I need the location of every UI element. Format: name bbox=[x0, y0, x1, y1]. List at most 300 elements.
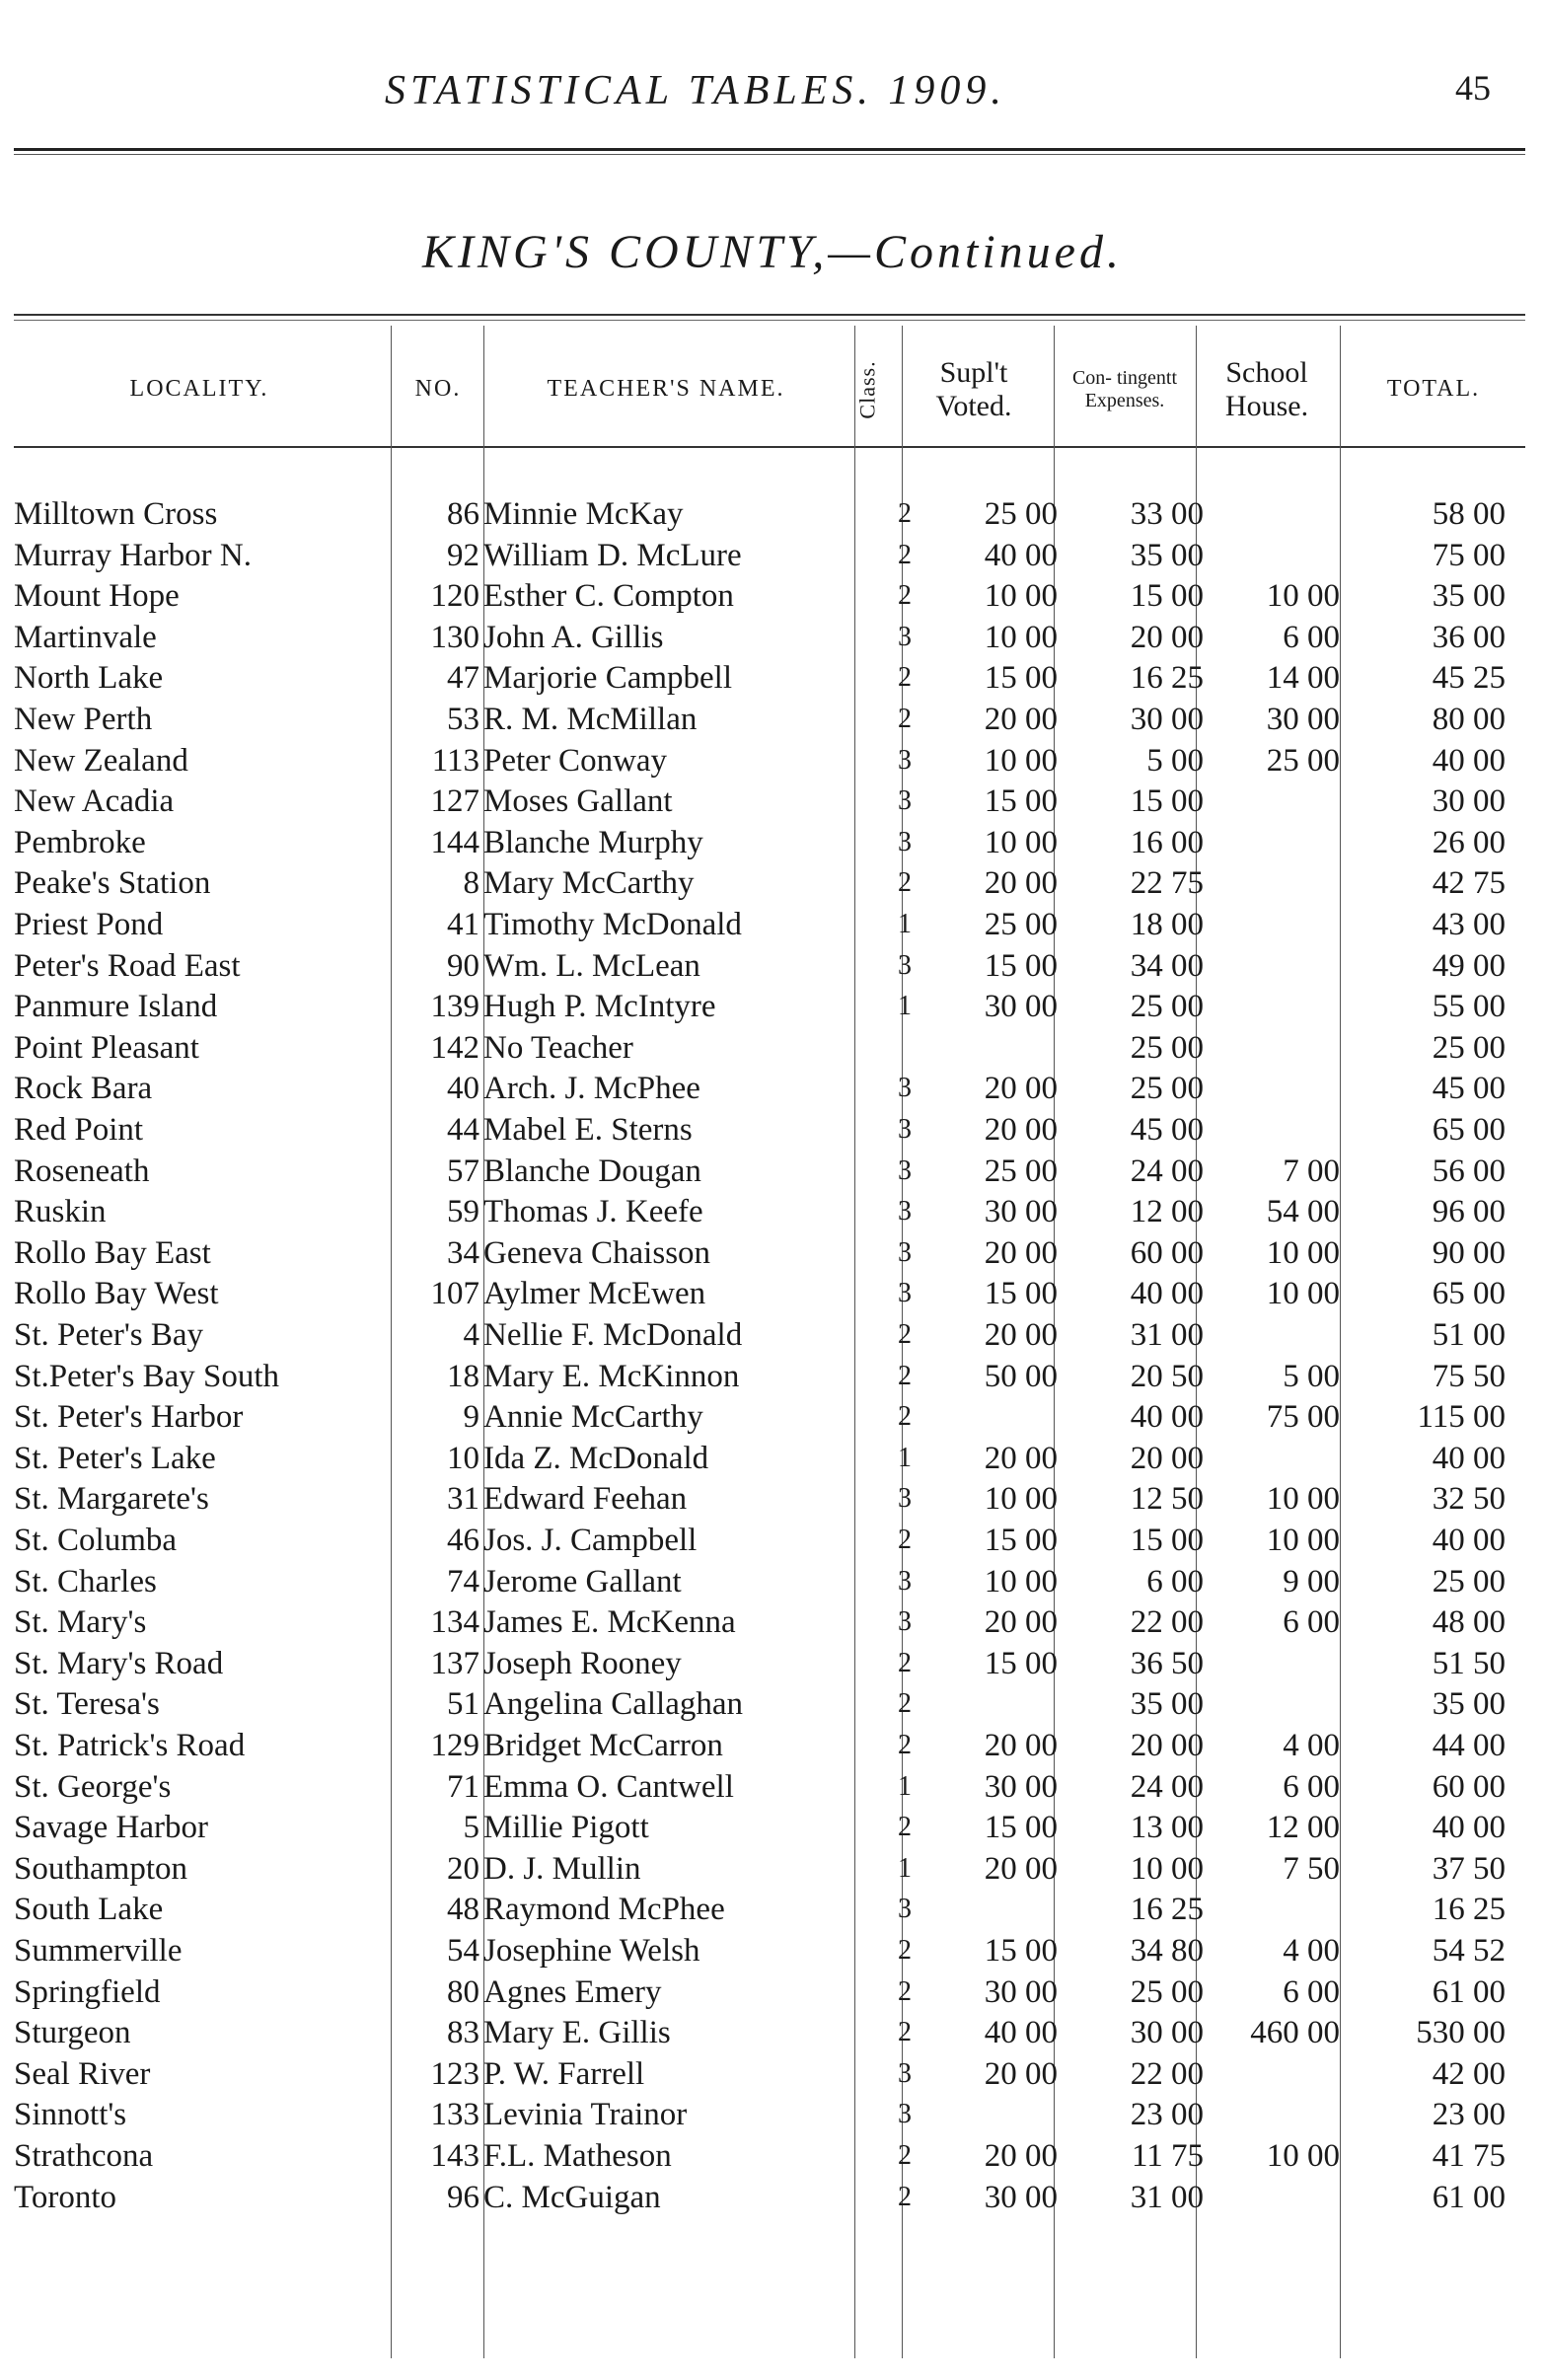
table-row bbox=[0, 1561, 1545, 1602]
supplement-voted-cell: 10 00 bbox=[984, 1563, 1058, 1599]
contingent-expenses-cell: 18 00 bbox=[1130, 907, 1204, 942]
contingent-expenses-cell: 25 00 bbox=[1130, 1071, 1204, 1107]
teacher-name-cell: Wm. L. McLean bbox=[483, 947, 700, 984]
school-number-cell: 107 bbox=[430, 1276, 479, 1312]
contingent-expenses-cell: 10 00 bbox=[1130, 1850, 1204, 1887]
header-rule-top-thin bbox=[14, 320, 1525, 321]
table-row bbox=[0, 1930, 1545, 1971]
total-cell: 37 50 bbox=[1432, 1850, 1506, 1887]
total-cell: 32 50 bbox=[1432, 1481, 1506, 1518]
supplement-voted-cell: 30 00 bbox=[984, 989, 1058, 1025]
class-cell: 2 bbox=[898, 1688, 912, 1720]
teacher-name-cell: Marjorie Campbell bbox=[483, 660, 733, 697]
contingent-expenses-cell: 20 00 bbox=[1130, 1440, 1204, 1476]
school-number-cell: 31 bbox=[447, 1481, 479, 1518]
contingent-expenses-cell: 22 00 bbox=[1130, 2055, 1204, 2092]
class-cell: 2 bbox=[898, 1935, 912, 1966]
school-number-cell: 113 bbox=[431, 742, 479, 779]
total-cell: 60 00 bbox=[1432, 1768, 1506, 1805]
teacher-name-cell: William D. McLure bbox=[483, 537, 742, 573]
locality-cell: Priest Pond bbox=[14, 907, 164, 942]
school-number-cell: 74 bbox=[447, 1563, 479, 1599]
table-row bbox=[0, 781, 1545, 822]
contingent-expenses-cell: 22 75 bbox=[1130, 865, 1204, 902]
school-house-cell: 7 50 bbox=[1283, 1850, 1340, 1887]
table-row bbox=[0, 1478, 1545, 1520]
class-cell: 3 bbox=[898, 1894, 912, 1925]
class-cell: 3 bbox=[898, 1606, 912, 1638]
total-cell: 55 00 bbox=[1432, 989, 1506, 1025]
supplement-voted-cell: 15 00 bbox=[984, 1645, 1058, 1681]
teacher-name-cell: Mabel E. Sterns bbox=[483, 1112, 693, 1148]
class-cell: 3 bbox=[898, 1154, 912, 1186]
teacher-name-cell: Mary McCarthy bbox=[483, 865, 695, 902]
table-row bbox=[0, 1807, 1545, 1848]
class-cell: 3 bbox=[898, 744, 912, 776]
teacher-name-cell: Edward Feehan bbox=[483, 1481, 688, 1518]
teacher-name-cell: R. M. McMillan bbox=[483, 702, 698, 737]
teacher-name-cell: Mary E. Gillis bbox=[483, 2015, 671, 2051]
table-row bbox=[0, 1766, 1545, 1808]
school-number-cell: 142 bbox=[430, 1029, 479, 1066]
table-row bbox=[0, 1643, 1545, 1684]
locality-cell: St.Peter's Bay South bbox=[14, 1358, 280, 1394]
school-house-cell: 6 00 bbox=[1283, 1604, 1340, 1641]
locality-cell: Point Pleasant bbox=[14, 1029, 199, 1066]
locality-cell: Savage Harbor bbox=[14, 1810, 209, 1846]
teacher-name-cell: P. W. Farrell bbox=[483, 2055, 645, 2092]
teacher-name-cell: Blanche Dougan bbox=[483, 1153, 701, 1189]
table-row bbox=[0, 1396, 1545, 1438]
teacher-name-cell: Arch. J. McPhee bbox=[483, 1071, 700, 1107]
school-house-cell: 25 00 bbox=[1266, 742, 1340, 779]
total-cell: 51 00 bbox=[1432, 1317, 1506, 1353]
school-number-cell: 59 bbox=[447, 1194, 479, 1230]
table-row bbox=[0, 1971, 1545, 2013]
locality-cell: New Zealand bbox=[14, 742, 188, 779]
school-number-cell: 96 bbox=[447, 2179, 479, 2215]
supplement-voted-cell: 15 00 bbox=[984, 1523, 1058, 1558]
table-row bbox=[0, 617, 1545, 658]
contingent-expenses-cell: 20 00 bbox=[1130, 1728, 1204, 1763]
table-row bbox=[0, 904, 1545, 945]
contingent-expenses-cell: 31 00 bbox=[1130, 1317, 1204, 1353]
locality-cell: Ruskin bbox=[14, 1194, 107, 1230]
school-number-cell: 10 bbox=[447, 1440, 479, 1476]
total-cell: 65 00 bbox=[1432, 1112, 1506, 1148]
locality-cell: St. Mary's Road bbox=[14, 1645, 224, 1681]
school-house-cell: 75 00 bbox=[1266, 1399, 1340, 1436]
supplement-voted-cell: 40 00 bbox=[984, 537, 1058, 573]
contingent-expenses-cell: 60 00 bbox=[1130, 1234, 1204, 1271]
school-number-cell: 86 bbox=[447, 496, 479, 532]
header-school-house: School House. bbox=[1224, 355, 1309, 422]
supplement-voted-cell: 15 00 bbox=[984, 1933, 1058, 1969]
school-number-cell: 83 bbox=[447, 2015, 479, 2051]
running-head bbox=[0, 67, 1545, 126]
header-no: NO. bbox=[414, 376, 462, 403]
school-number-cell: 130 bbox=[430, 619, 479, 655]
locality-cell: St. Charles bbox=[14, 1563, 157, 1599]
locality-cell: Peter's Road East bbox=[14, 947, 241, 984]
supplement-voted-cell: 30 00 bbox=[984, 1194, 1058, 1230]
school-number-cell: 41 bbox=[447, 907, 479, 942]
class-cell: 2 bbox=[898, 2140, 912, 2171]
school-number-cell: 143 bbox=[430, 2138, 479, 2174]
table-row bbox=[0, 575, 1545, 617]
school-number-cell: 92 bbox=[447, 537, 479, 573]
table-row bbox=[0, 1191, 1545, 1232]
school-house-cell: 12 00 bbox=[1266, 1810, 1340, 1846]
school-house-cell: 10 00 bbox=[1266, 2138, 1340, 2174]
class-cell: 3 bbox=[898, 1196, 912, 1227]
total-cell: 75 00 bbox=[1432, 537, 1506, 573]
teacher-name-cell: Thomas J. Keefe bbox=[483, 1194, 703, 1230]
class-cell: 3 bbox=[898, 2057, 912, 2089]
locality-cell: Murray Harbor N. bbox=[14, 537, 253, 573]
school-number-cell: 9 bbox=[463, 1399, 479, 1436]
supplement-voted-cell: 20 00 bbox=[984, 702, 1058, 737]
teacher-name-cell: Bridget McCarron bbox=[483, 1728, 723, 1763]
total-cell: 35 00 bbox=[1432, 578, 1506, 615]
class-cell: 1 bbox=[898, 1770, 912, 1802]
locality-cell: St. Patrick's Road bbox=[14, 1728, 246, 1763]
teacher-name-cell: Peter Conway bbox=[483, 742, 668, 779]
school-number-cell: 71 bbox=[447, 1768, 479, 1805]
locality-cell: Red Point bbox=[14, 1112, 144, 1148]
school-number-cell: 144 bbox=[430, 824, 479, 860]
total-cell: 41 75 bbox=[1432, 2138, 1506, 2174]
total-cell: 96 00 bbox=[1432, 1194, 1506, 1230]
school-number-cell: 47 bbox=[447, 660, 479, 697]
table-row bbox=[0, 2135, 1545, 2177]
top-rule-thin bbox=[14, 154, 1525, 155]
school-house-cell: 9 00 bbox=[1283, 1563, 1340, 1599]
class-cell: 3 bbox=[898, 949, 912, 981]
school-house-cell: 4 00 bbox=[1283, 1728, 1340, 1763]
locality-cell: New Perth bbox=[14, 702, 153, 737]
supplement-voted-cell: 10 00 bbox=[984, 578, 1058, 615]
teacher-name-cell: Nellie F. McDonald bbox=[483, 1317, 743, 1353]
school-number-cell: 80 bbox=[447, 1973, 479, 2010]
table-row bbox=[0, 1068, 1545, 1109]
supplement-voted-cell: 25 00 bbox=[984, 1153, 1058, 1189]
table-row bbox=[0, 1683, 1545, 1725]
class-cell: 2 bbox=[898, 1647, 912, 1678]
total-cell: 35 00 bbox=[1432, 1686, 1506, 1723]
total-cell: 51 50 bbox=[1432, 1645, 1506, 1681]
locality-cell: Toronto bbox=[14, 2179, 117, 2215]
class-cell: 3 bbox=[898, 1565, 912, 1597]
teacher-name-cell: James E. McKenna bbox=[483, 1604, 736, 1641]
school-house-cell: 7 00 bbox=[1283, 1153, 1340, 1189]
class-cell: 3 bbox=[898, 785, 912, 817]
header-locality: LOCALITY. bbox=[129, 376, 269, 403]
class-cell: 1 bbox=[898, 909, 912, 939]
total-cell: 25 00 bbox=[1432, 1563, 1506, 1599]
locality-cell: St. Peter's Lake bbox=[14, 1440, 216, 1476]
class-cell: 2 bbox=[898, 2017, 912, 2048]
class-cell: 2 bbox=[898, 1360, 912, 1391]
table-row bbox=[0, 657, 1545, 699]
table-row bbox=[0, 1356, 1545, 1397]
contingent-expenses-cell: 35 00 bbox=[1130, 537, 1204, 573]
total-cell: 40 00 bbox=[1432, 1810, 1506, 1846]
school-number-cell: 48 bbox=[447, 1892, 479, 1928]
locality-cell: Rock Bara bbox=[14, 1071, 153, 1107]
header-supplement-voted: Supl't Voted. bbox=[935, 355, 1012, 422]
supplement-voted-cell: 15 00 bbox=[984, 1810, 1058, 1846]
locality-cell: Peake's Station bbox=[14, 865, 211, 902]
school-house-cell: 4 00 bbox=[1283, 1933, 1340, 1969]
teacher-name-cell: Jos. J. Campbell bbox=[483, 1523, 698, 1558]
table-row bbox=[0, 2094, 1545, 2135]
total-cell: 65 00 bbox=[1432, 1276, 1506, 1312]
locality-cell: St. Peter's Harbor bbox=[14, 1399, 244, 1436]
header-rule-bottom bbox=[14, 446, 1525, 448]
total-cell: 58 00 bbox=[1432, 496, 1506, 532]
supplement-voted-cell: 25 00 bbox=[984, 907, 1058, 942]
total-cell: 530 00 bbox=[1416, 2015, 1506, 2051]
class-cell: 2 bbox=[898, 498, 912, 529]
supplement-voted-cell: 20 00 bbox=[984, 1234, 1058, 1271]
header-teacher-name: TEACHER'S NAME. bbox=[547, 376, 785, 403]
school-house-cell: 460 00 bbox=[1250, 2015, 1340, 2051]
contingent-expenses-cell: 36 50 bbox=[1130, 1645, 1204, 1681]
supplement-voted-cell: 20 00 bbox=[984, 2055, 1058, 2092]
teacher-name-cell: Ida Z. McDonald bbox=[483, 1440, 709, 1476]
total-cell: 25 00 bbox=[1432, 1029, 1506, 1066]
table-row bbox=[0, 822, 1545, 863]
supplement-voted-cell: 15 00 bbox=[984, 783, 1058, 820]
school-house-cell: 6 00 bbox=[1283, 619, 1340, 655]
teacher-name-cell: Raymond McPhee bbox=[483, 1892, 725, 1928]
total-cell: 30 00 bbox=[1432, 783, 1506, 820]
locality-cell: Rollo Bay West bbox=[14, 1276, 219, 1312]
locality-cell: St. George's bbox=[14, 1768, 172, 1805]
contingent-expenses-cell: 20 50 bbox=[1130, 1358, 1204, 1394]
header-total: TOTAL. bbox=[1386, 376, 1481, 403]
total-cell: 44 00 bbox=[1432, 1728, 1506, 1763]
locality-cell: Milltown Cross bbox=[14, 496, 218, 532]
contingent-expenses-cell: 16 00 bbox=[1130, 824, 1204, 860]
contingent-expenses-cell: 40 00 bbox=[1130, 1276, 1204, 1312]
class-cell: 2 bbox=[898, 2181, 912, 2212]
section-title: KING'S COUNTY,—Continued. bbox=[422, 226, 1123, 278]
teacher-name-cell: John A. Gillis bbox=[483, 619, 664, 655]
total-cell: 54 52 bbox=[1432, 1933, 1506, 1969]
supplement-voted-cell: 20 00 bbox=[984, 1604, 1058, 1641]
contingent-expenses-cell: 25 00 bbox=[1130, 1029, 1204, 1066]
total-cell: 42 00 bbox=[1432, 2055, 1506, 2092]
class-cell: 2 bbox=[898, 1319, 912, 1350]
supplement-voted-cell: 50 00 bbox=[984, 1358, 1058, 1394]
total-cell: 61 00 bbox=[1432, 1973, 1506, 2010]
contingent-expenses-cell: 16 25 bbox=[1130, 660, 1204, 697]
contingent-expenses-cell: 15 00 bbox=[1130, 1523, 1204, 1558]
school-number-cell: 40 bbox=[447, 1071, 479, 1107]
teacher-name-cell: Minnie McKay bbox=[483, 496, 684, 532]
teacher-name-cell: Annie McCarthy bbox=[483, 1399, 703, 1436]
total-cell: 115 00 bbox=[1417, 1399, 1506, 1436]
locality-cell: Pembroke bbox=[14, 824, 146, 860]
teacher-name-cell: Millie Pigott bbox=[483, 1810, 649, 1846]
teacher-name-cell: Moses Gallant bbox=[483, 783, 673, 820]
class-cell: 3 bbox=[898, 2099, 912, 2130]
class-cell: 1 bbox=[898, 991, 912, 1022]
supplement-voted-cell: 20 00 bbox=[984, 1317, 1058, 1353]
class-cell: 2 bbox=[898, 539, 912, 570]
contingent-expenses-cell: 15 00 bbox=[1130, 783, 1204, 820]
school-house-cell: 54 00 bbox=[1266, 1194, 1340, 1230]
table-row bbox=[0, 986, 1545, 1027]
class-cell: 2 bbox=[898, 580, 912, 612]
locality-cell: Summerville bbox=[14, 1933, 183, 1969]
teacher-name-cell: Joseph Rooney bbox=[483, 1645, 682, 1681]
table-row bbox=[0, 1273, 1545, 1314]
class-cell: 2 bbox=[898, 1525, 912, 1555]
contingent-expenses-cell: 12 00 bbox=[1130, 1194, 1204, 1230]
school-number-cell: 51 bbox=[447, 1686, 479, 1723]
contingent-expenses-cell: 33 00 bbox=[1130, 496, 1204, 532]
total-cell: 61 00 bbox=[1432, 2179, 1506, 2215]
contingent-expenses-cell: 15 00 bbox=[1130, 578, 1204, 615]
class-cell: 1 bbox=[898, 1852, 912, 1884]
teacher-name-cell: Blanche Murphy bbox=[483, 824, 703, 860]
supplement-voted-cell: 20 00 bbox=[984, 1728, 1058, 1763]
teacher-name-cell: Angelina Callaghan bbox=[483, 1686, 744, 1723]
teacher-name-cell: No Teacher bbox=[483, 1029, 633, 1066]
contingent-expenses-cell: 25 00 bbox=[1130, 1973, 1204, 2010]
teacher-name-cell: D. J. Mullin bbox=[483, 1850, 641, 1887]
school-house-cell: 10 00 bbox=[1266, 1276, 1340, 1312]
class-cell: 3 bbox=[898, 1236, 912, 1268]
contingent-expenses-cell: 24 00 bbox=[1130, 1153, 1204, 1189]
supplement-voted-cell: 40 00 bbox=[984, 2015, 1058, 2051]
locality-cell: Rollo Bay East bbox=[14, 1234, 211, 1271]
locality-cell: Panmure Island bbox=[14, 989, 218, 1025]
class-cell: 2 bbox=[898, 662, 912, 694]
supplement-voted-cell: 15 00 bbox=[984, 947, 1058, 984]
total-cell: 48 00 bbox=[1432, 1604, 1506, 1641]
table-row bbox=[0, 862, 1545, 904]
class-cell: 3 bbox=[898, 1073, 912, 1104]
teacher-name-cell: Mary E. McKinnon bbox=[483, 1358, 740, 1394]
teacher-name-cell: Aylmer McEwen bbox=[483, 1276, 706, 1312]
teacher-name-cell: Timothy McDonald bbox=[483, 907, 742, 942]
contingent-expenses-cell: 5 00 bbox=[1146, 742, 1204, 779]
total-cell: 36 00 bbox=[1432, 619, 1506, 655]
total-cell: 16 25 bbox=[1432, 1892, 1506, 1928]
total-cell: 40 00 bbox=[1432, 1440, 1506, 1476]
teacher-name-cell: Josephine Welsh bbox=[483, 1933, 700, 1969]
contingent-expenses-cell: 40 00 bbox=[1130, 1399, 1204, 1436]
contingent-expenses-cell: 13 00 bbox=[1130, 1810, 1204, 1846]
locality-cell: Sturgeon bbox=[14, 2015, 131, 2051]
school-number-cell: 133 bbox=[430, 2097, 479, 2133]
school-house-cell: 10 00 bbox=[1266, 1481, 1340, 1518]
locality-cell: Springfield bbox=[14, 1973, 161, 2010]
teacher-name-cell: Geneva Chaisson bbox=[483, 1234, 711, 1271]
top-rule bbox=[14, 148, 1525, 151]
supplement-voted-cell: 20 00 bbox=[984, 1071, 1058, 1107]
total-cell: 49 00 bbox=[1432, 947, 1506, 984]
school-number-cell: 137 bbox=[430, 1645, 479, 1681]
contingent-expenses-cell: 35 00 bbox=[1130, 1686, 1204, 1723]
locality-cell: South Lake bbox=[14, 1892, 164, 1928]
locality-cell: St. Columba bbox=[14, 1523, 178, 1558]
supplement-voted-cell: 20 00 bbox=[984, 2138, 1058, 2174]
total-cell: 45 00 bbox=[1432, 1071, 1506, 1107]
total-cell: 90 00 bbox=[1432, 1234, 1506, 1271]
supplement-voted-cell: 30 00 bbox=[984, 1973, 1058, 2010]
contingent-expenses-cell: 16 25 bbox=[1130, 1892, 1204, 1928]
school-house-cell: 14 00 bbox=[1266, 660, 1340, 697]
school-number-cell: 123 bbox=[430, 2055, 479, 2092]
table-row bbox=[0, 1725, 1545, 1766]
class-cell: 3 bbox=[898, 621, 912, 652]
header-contingent-expenses: Con- tingentt Expenses. bbox=[1071, 367, 1178, 411]
locality-cell: Strathcona bbox=[14, 2138, 154, 2174]
locality-cell: North Lake bbox=[14, 660, 164, 697]
school-number-cell: 34 bbox=[447, 1234, 479, 1271]
total-cell: 45 25 bbox=[1432, 660, 1506, 697]
total-cell: 40 00 bbox=[1432, 742, 1506, 779]
school-number-cell: 46 bbox=[447, 1523, 479, 1558]
supplement-voted-cell: 10 00 bbox=[984, 1481, 1058, 1518]
supplement-voted-cell: 20 00 bbox=[984, 1850, 1058, 1887]
supplement-voted-cell: 10 00 bbox=[984, 619, 1058, 655]
class-cell: 2 bbox=[898, 867, 912, 899]
total-cell: 40 00 bbox=[1432, 1523, 1506, 1558]
table-row bbox=[0, 1889, 1545, 1930]
locality-cell: Martinvale bbox=[14, 619, 157, 655]
total-cell: 80 00 bbox=[1432, 702, 1506, 737]
school-house-cell: 6 00 bbox=[1283, 1768, 1340, 1805]
contingent-expenses-cell: 45 00 bbox=[1130, 1112, 1204, 1148]
teacher-name-cell: Hugh P. McIntyre bbox=[483, 989, 716, 1025]
school-house-cell: 10 00 bbox=[1266, 1523, 1340, 1558]
contingent-expenses-cell: 22 00 bbox=[1130, 1604, 1204, 1641]
school-number-cell: 4 bbox=[463, 1317, 479, 1353]
class-cell: 3 bbox=[898, 1278, 912, 1309]
teacher-name-cell: Levinia Trainor bbox=[483, 2097, 688, 2133]
supplement-voted-cell: 15 00 bbox=[984, 660, 1058, 697]
total-cell: 56 00 bbox=[1432, 1153, 1506, 1189]
school-number-cell: 129 bbox=[430, 1728, 479, 1763]
table-row bbox=[0, 1232, 1545, 1274]
locality-cell: St. Peter's Bay bbox=[14, 1317, 204, 1353]
school-number-cell: 139 bbox=[430, 989, 479, 1025]
contingent-expenses-cell: 6 00 bbox=[1146, 1563, 1204, 1599]
page-number: 45 bbox=[1455, 68, 1491, 108]
class-cell: 2 bbox=[898, 1975, 912, 2007]
supplement-voted-cell: 25 00 bbox=[984, 496, 1058, 532]
class-cell: 3 bbox=[898, 826, 912, 857]
class-cell: 3 bbox=[898, 1114, 912, 1145]
locality-cell: St. Mary's bbox=[14, 1604, 147, 1641]
class-cell: 2 bbox=[898, 1730, 912, 1760]
table-row bbox=[0, 1314, 1545, 1356]
table-row bbox=[0, 1109, 1545, 1151]
table-row bbox=[0, 2053, 1545, 2095]
contingent-expenses-cell: 20 00 bbox=[1130, 619, 1204, 655]
locality-cell: Roseneath bbox=[14, 1153, 150, 1189]
locality-cell: Southampton bbox=[14, 1850, 188, 1887]
supplement-voted-cell: 10 00 bbox=[984, 824, 1058, 860]
school-house-cell: 30 00 bbox=[1266, 702, 1340, 737]
teacher-name-cell: Agnes Emery bbox=[483, 1973, 662, 2010]
